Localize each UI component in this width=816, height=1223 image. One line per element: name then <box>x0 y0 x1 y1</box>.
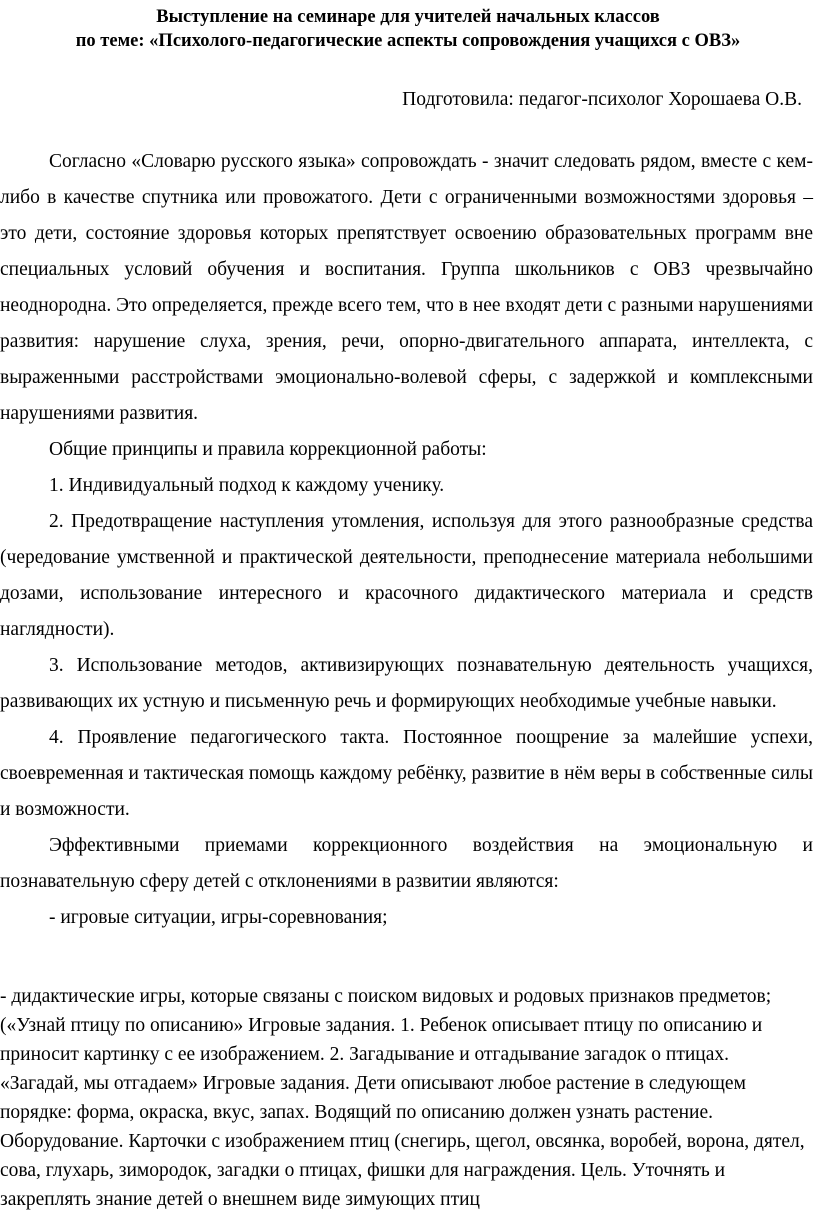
paragraph-principles-heading: Общие принципы и правила коррекционной работы: <box>49 439 487 460</box>
list-item-2: 2. Предотвращение наступления утомления, используя для этого разнообразные средства (чередование умственной и практической деятельности, преподнесение материала небольшими дозами, использование интересного и красочного дидактического материала и средств наглядности). <box>0 511 813 640</box>
title-line-1: Выступление на семинаре для учителей начальных классов <box>156 7 660 27</box>
list-item-3: 3. Использование методов, активизирующих познавательную деятельность учащихся, развивающих их устную и письменную речь и формирующих необходимые учебные навыки. <box>0 655 813 712</box>
technique-item-didactic-games: - дидактические игры, которые связаны с поиском видовых и родовых признаков предметов; («Узнай птицу по описанию» Игровые задания. 1. Ребенок описывает птицу по описанию и приносит картинку с ее изображением. 2. Загадывание и отгадывание загадок о птицах. «Загадай, мы отгадаем» Игровые задания. Дети описывают любое растение в следующем порядке: форма, окраска, вкус, запах. Водящий по описанию должен узнать растение. Оборудование. Карточки с изображением птиц (снегирь, щегол, овсянка, воробей, ворона, дятел, сова, глухарь, зимородок, загадки о птицах, фишки для награждения. Цель. Уточнять и закреплять знание детей о внешнем виде зимующих птиц <box>0 986 805 1210</box>
author-line: Подготовила: педагог-психолог Хорошаева О.В. <box>402 89 802 110</box>
document-body <box>0 144 813 936</box>
list-item-4: 4. Проявление педагогического такта. Постоянное поощрение за малейшие успехи, своевременная и тактическая помощь каждому ребёнку, развитие в нём веры в собственные силы и возможности. <box>0 727 813 820</box>
list-item-1: 1. Индивидуальный подход к каждому ученику. <box>49 475 445 496</box>
technique-item-games: - игровые ситуации, игры-соревнования; <box>49 907 388 928</box>
title-line-2: по теме: «Психолого-педагогические аспекты сопровождения учащихся с ОВЗ» <box>75 31 741 51</box>
paragraph-intro: Согласно «Словарю русского языка» сопровождать - значит следовать рядом, вместе с кем-либо в качестве спутника или провожатого. Дети с ограниченными возможностями здоровья – это дети, состояние здоровья которых препятствует освоению образовательных программ вне специальных условий обучения и воспитания. Группа школьников с ОВЗ чрезвычайно неоднородна. Это определяется, прежде всего тем, что в нее входят дети с разными нарушениями развития: нарушение слуха, зрения, речи, опорно-двигательного аппарата, интеллекта, с выраженными расстройствами эмоционально-волевой сферы, с задержкой и комплексными нарушениями развития. <box>0 151 814 424</box>
paragraph-techniques: Эффективными приемами коррекционного воздействия на эмоциональную и познавательную сферу детей с отклонениями в развитии являются: <box>0 835 813 892</box>
